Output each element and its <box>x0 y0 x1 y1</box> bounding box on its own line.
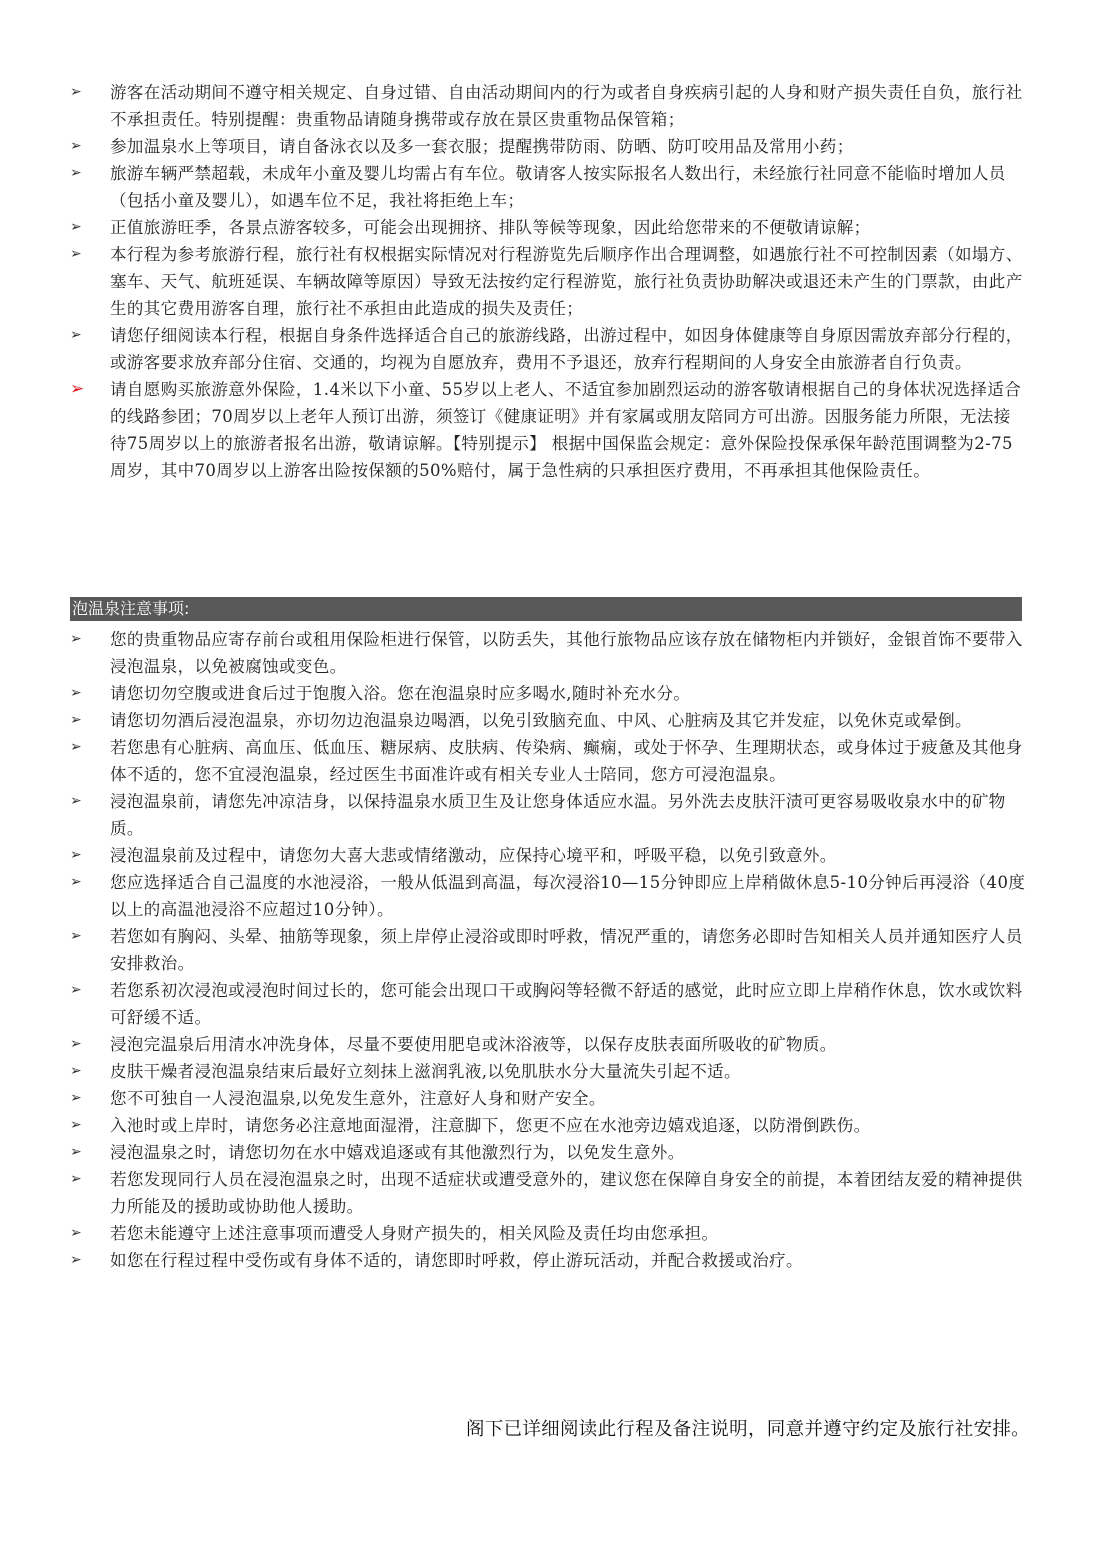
list-item-text: 游客在活动期间不遵守相关规定、自身过错、自由活动期间内的行为或者自身疾病引起的人身和财产损失责任自负，旅行社不承担责任。特别提醒：贵重物品请随身携带或存放在景区贵重物品保管箱； <box>110 83 1023 129</box>
list-item-text: 若您未能遵守上述注意事项而遭受人身财产损失的，相关风险及责任均由您承担。 <box>110 1224 719 1243</box>
arrow-bullet-icon: ➢ <box>70 874 83 890</box>
list-item-text: 浸泡完温泉后用清水冲洗身体，尽量不要使用肥皂或沐浴液等，以保存皮肤表面所吸收的矿物质。 <box>110 1035 837 1054</box>
list-item <box>0 1166 1026 1220</box>
arrow-bullet-icon: ➢ <box>70 712 83 728</box>
arrow-bullet-icon: ➢ <box>70 1090 83 1106</box>
arrow-bullet-icon: ➢ <box>70 847 83 863</box>
arrow-bullet-icon: ➢ <box>70 1225 83 1241</box>
list-item <box>0 707 1026 734</box>
list-item-text: 旅游车辆严禁超载，未成年小童及婴儿均需占有车位。敬请客人按实际报名人数出行，未经旅行社同意不能临时增加人员（包括小童及婴儿），如遇车位不足，我社将拒绝上车； <box>110 164 1006 210</box>
list-item-text: 请您切勿空腹或进食后过于饱腹入浴。您在泡温泉时应多喝水,随时补充水分。 <box>110 684 691 703</box>
list-item <box>0 977 1026 1031</box>
list-item <box>0 241 1026 322</box>
arrow-bullet-icon: ➢ <box>70 1144 83 1160</box>
arrow-bullet-icon: ➢ <box>70 982 83 998</box>
agreement-statement: 阁下已详细阅读此行程及备注说明，同意并遵守约定及旅行社安排。 <box>465 1419 1030 1440</box>
arrow-bullet-icon: ➢ <box>70 1252 83 1268</box>
list-item <box>0 842 1026 869</box>
red-arrow-bullet-icon: ➢ <box>70 379 85 399</box>
list-item-text: 若您患有心脏病、高血压、低血压、糖尿病、皮肤病、传染病、癫痫，或处于怀孕、生理期状态，或身体过于疲惫及其他身体不适的，您不宜浸泡温泉，经过医生书面准许或有相关专业人士陪同，您方可浸泡温泉。 <box>110 738 1023 784</box>
travel-notes-list <box>0 79 1100 484</box>
list-item-text: 请您切勿酒后浸泡温泉，亦切勿边泡温泉边喝酒，以免引致脑充血、中风、心脏病及其它并发症，以免休克或晕倒。 <box>110 711 972 730</box>
list-item <box>0 1247 1026 1274</box>
list-item <box>0 869 1026 923</box>
arrow-bullet-icon: ➢ <box>70 327 83 343</box>
hot-spring-notes-list <box>0 626 1100 1274</box>
list-item-text: 浸泡温泉之时，请您切勿在水中嬉戏追逐或有其他激烈行为，以免发生意外。 <box>110 1143 685 1162</box>
list-item <box>0 214 1026 241</box>
list-item <box>0 788 1026 842</box>
arrow-bullet-icon: ➢ <box>70 1063 83 1079</box>
list-item <box>0 133 1026 160</box>
list-item <box>0 1085 1026 1112</box>
list-item <box>0 626 1026 680</box>
list-item <box>0 376 1026 484</box>
list-item-text: 入池时或上岸时，请您务必注意地面湿滑，注意脚下，您更不应在水池旁边嬉戏追逐，以防滑倒跌伤。 <box>110 1116 871 1135</box>
arrow-bullet-icon: ➢ <box>70 793 83 809</box>
list-item-text: 若您如有胸闷、头晕、抽筋等现象，须上岸停止浸浴或即时呼救，情况严重的，请您务必即时告知相关人员并通知医疗人员安排救治。 <box>110 927 1023 973</box>
list-item-text: 本行程为参考旅游行程，旅行社有权根据实际情况对行程游览先后顺序作出合理调整，如遇旅行社不可控制因素（如塌方、塞车、天气、航班延误、车辆故障等原因）导致无法按约定行程游览，旅行社负责协助解决或退还未产生的门票款，由此产生的其它费用游客自理，旅行社不承担由此造成的损失及责任； <box>110 245 1023 318</box>
arrow-bullet-icon: ➢ <box>70 1171 83 1187</box>
list-item-text: 请自愿购买旅游意外保险，1.4米以下小童、55岁以上老人、不适宜参加剧烈运动的游客敬请根据自己的身体状况选择适合的线路参团；70周岁以上老年人预订出游，须签订《健康证明》并有家属或朋友陪同方可出游。因服务能力所限，无法接待75周岁以上的旅游者报名出游，敬请谅解。【特别提示】 根据中国保监会规定：意外保险投保承保年龄范围调整为2-75周岁，其中70周岁以上游客出险按保额的50%赔付，属于急性病的只承担医疗费用，不再承担其他保险责任。 <box>110 380 1022 480</box>
arrow-bullet-icon: ➢ <box>70 165 83 181</box>
list-item-text: 您不可独自一人浸泡温泉,以免发生意外，注意好人身和财产安全。 <box>110 1089 606 1108</box>
arrow-bullet-icon: ➢ <box>70 1117 83 1133</box>
arrow-bullet-icon: ➢ <box>70 219 83 235</box>
list-item-text: 请您仔细阅读本行程，根据自身条件选择适合自己的旅游线路，出游过程中，如因身体健康等自身原因需放弃部分行程的，或游客要求放弃部分住宿、交通的，均视为自愿放弃，费用不予退还，放弃行程期间的人身安全由旅游者自行负责。 <box>110 326 1023 372</box>
list-item <box>0 734 1026 788</box>
list-item-text: 浸泡温泉前，请您先冲凉洁身，以保持温泉水质卫生及让您身体适应水温。另外洗去皮肤汗渍可更容易吸收泉水中的矿物质。 <box>110 792 1006 838</box>
list-item <box>0 1112 1026 1139</box>
arrow-bullet-icon: ➢ <box>70 138 83 154</box>
list-item <box>0 1031 1026 1058</box>
arrow-bullet-icon: ➢ <box>70 1036 83 1052</box>
arrow-bullet-icon: ➢ <box>70 246 83 262</box>
list-item <box>0 1220 1026 1247</box>
list-item <box>0 1058 1026 1085</box>
list-item <box>0 79 1026 133</box>
arrow-bullet-icon: ➢ <box>70 928 83 944</box>
list-item-text: 您应选择适合自己温度的水池浸浴，一般从低温到高温，每次浸浴10—15分钟即应上岸稍做休息5-10分钟后再浸浴（40度以上的高温池浸浴不应超过10分钟）。 <box>110 873 1026 919</box>
list-item <box>0 923 1026 977</box>
arrow-bullet-icon: ➢ <box>70 685 83 701</box>
list-item-text: 浸泡温泉前及过程中，请您勿大喜大悲或情绪激动，应保持心境平和，呼吸平稳，以免引致意外。 <box>110 846 837 865</box>
list-item-text: 若您系初次浸泡或浸泡时间过长的，您可能会出现口干或胸闷等轻微不舒适的感觉，此时应立即上岸稍作休息，饮水或饮料可舒缓不适。 <box>110 981 1023 1027</box>
list-item <box>0 1139 1026 1166</box>
arrow-bullet-icon: ➢ <box>70 739 83 755</box>
list-item-text: 皮肤干燥者浸泡温泉结束后最好立刻抹上滋润乳液,以免肌肤水分大量流失引起不适。 <box>110 1062 741 1081</box>
list-item-text: 您的贵重物品应寄存前台或租用保险柜进行保管，以防丢失，其他行旅物品应该存放在储物柜内并锁好，金银首饰不要带入浸泡温泉，以免被腐蚀或变色。 <box>110 630 1023 676</box>
arrow-bullet-icon: ➢ <box>70 631 83 647</box>
arrow-bullet-icon: ➢ <box>70 84 83 100</box>
list-item-text: 如您在行程过程中受伤或有身体不适的，请您即时呼救，停止游玩活动，并配合救援或治疗。 <box>110 1251 803 1270</box>
list-item-text: 正值旅游旺季，各景点游客较多，可能会出现拥挤、排队等候等现象，因此给您带来的不便敬请谅解； <box>110 218 871 237</box>
list-item <box>0 322 1026 376</box>
list-item-text: 若您发现同行人员在浸泡温泉之时，出现不适症状或遭受意外的，建议您在保障自身安全的前提，本着团结友爱的精神提供力所能及的援助或协助他人援助。 <box>110 1170 1023 1216</box>
list-item <box>0 680 1026 707</box>
list-item <box>0 160 1026 214</box>
list-item-text: 参加温泉水上等项目，请自备泳衣以及多一套衣服；提醒携带防雨、防晒、防叮咬用品及常用小药； <box>110 137 854 156</box>
section-heading-hot-spring: 泡温泉注意事项: <box>70 597 1022 621</box>
